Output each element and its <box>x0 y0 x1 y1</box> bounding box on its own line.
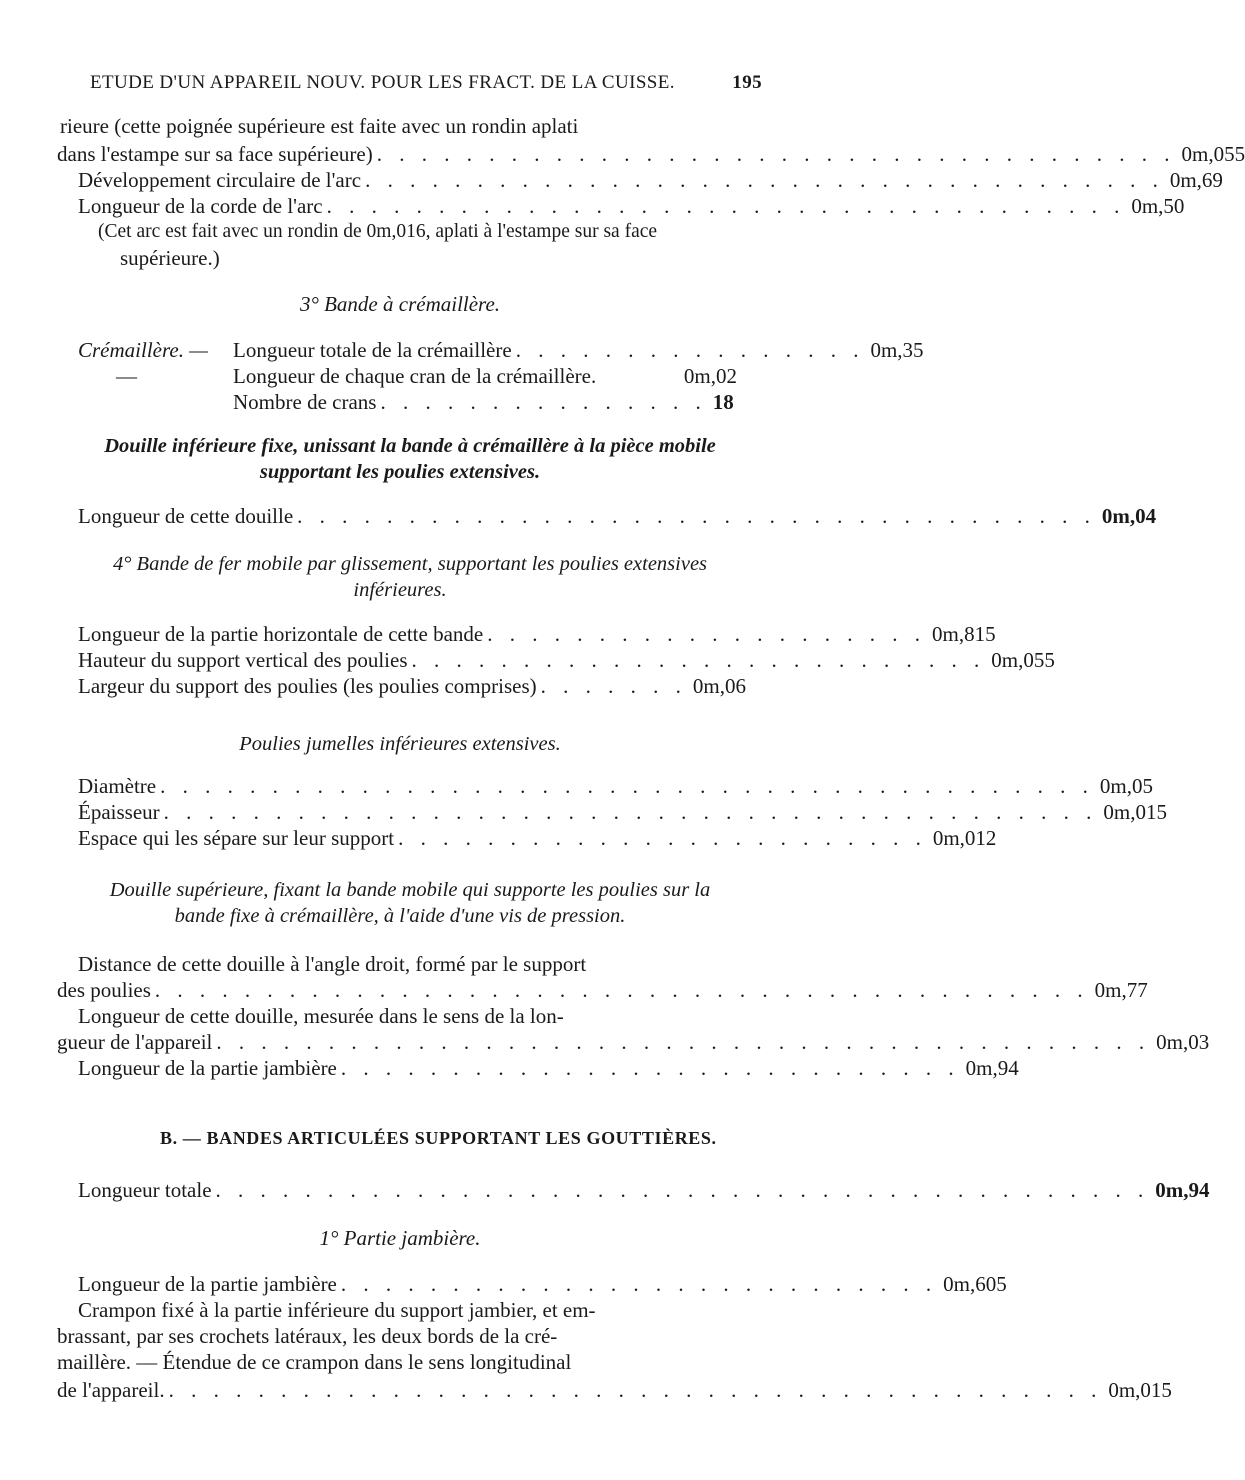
measure-row <box>57 140 1245 168</box>
measure-value: 0m,94 <box>965 1056 1019 1080</box>
dot-leader: . . . . . . . . . . . . . . . . . . . . . . . . <box>398 826 927 850</box>
measure-label: Développement circulaire de l'arc <box>78 168 362 192</box>
measure-row <box>78 646 1055 674</box>
measure-label: Espace qui les sépare sur leur support <box>78 826 395 850</box>
section-heading: supportant les poulies extensives. <box>259 461 541 483</box>
measure-row <box>78 798 1167 826</box>
measure-row <box>57 976 1148 1004</box>
measure-row <box>78 502 1157 530</box>
measure-value: 0m,04 <box>1101 504 1157 528</box>
row-prefix: Crémaillère. — <box>78 338 208 362</box>
dot-leader: . . . . . . . . . . . . . . . <box>380 390 707 414</box>
text-line: Crampon fixé à la partie inférieure du support jambier, et em- <box>78 1298 596 1322</box>
measure-value: 0m,055 <box>991 648 1055 672</box>
text-line: brassant, par ses crochets latéraux, les deux bords de la cré- <box>57 1324 558 1348</box>
text-line: maillère. — Étendue de ce crampon dans le sens longitudinal <box>57 1350 572 1374</box>
measure-value: 0m,05 <box>1099 774 1153 798</box>
dot-leader: . . . . . . . . . . . . . . . . . . . . . . . . . . . . . . . . . . . . <box>365 168 1164 192</box>
measure-label: Longueur de la partie jambière <box>78 1056 337 1080</box>
measure-row <box>78 1176 1210 1204</box>
measure-row <box>57 1028 1210 1056</box>
dot-leader: . . . . . . . . . . . . . . . . . . . . . . . . . . . . . . . . . . . . <box>326 194 1126 218</box>
section-heading: 3° Bande à crémaillère. <box>299 292 501 316</box>
text-line: (Cet arc est fait avec un rondin de 0m,016, aplati à l'estampe sur sa face <box>98 221 658 242</box>
measure-row <box>233 388 734 416</box>
measure-row <box>78 166 1223 194</box>
section-heading: B. — BANDES ARTICULÉES SUPPORTANT LES GOUTTIÈRES. <box>160 1128 717 1148</box>
dot-leader: . . . . . . . . . . . . . . . . . . . . . . . . . . . . . . . . . . . . . . . . . . <box>216 1030 1151 1054</box>
measure-label: Longueur de la corde de l'arc <box>78 194 323 218</box>
measure-label: des poulies <box>57 978 151 1002</box>
measure-label: de l'appareil. <box>57 1378 165 1402</box>
measure-row <box>57 1376 1172 1404</box>
text-line: Distance de cette douille à l'angle droit, formé par le support <box>78 952 587 976</box>
section-heading: Douille supérieure, fixant la bande mobile qui supporte les poulies sur la <box>109 879 711 901</box>
measure-value: 0m,35 <box>870 338 924 362</box>
measure-value: 0m,06 <box>692 674 746 698</box>
dot-leader: . . . . . . . . . . . . . . . . . . . . . . . . . . . . . . . . . . . . . . . . . . <box>163 800 1098 824</box>
dot-leader: . . . . . . . . . . . . . . . . . . . . . . . . . . . . . . . . . . . . <box>297 504 1096 528</box>
text-line: Longueur de cette douille, mesurée dans le sens de la lon- <box>78 1004 564 1028</box>
header-title: ETUDE D'UN APPAREIL NOUV. POUR LES FRACT. DE LA CUISSE. <box>90 72 675 93</box>
measure-value: 0m,012 <box>932 826 997 850</box>
measure-label: gueur de l'appareil <box>57 1030 213 1054</box>
text-line: supérieure.) <box>120 246 220 270</box>
section-heading: Douille inférieure fixe, unissant la bande à crémaillère à la pièce mobile <box>104 435 716 457</box>
measure-label: dans l'estampe sur sa face supérieure) <box>57 142 373 166</box>
measure-label: Hauteur du support vertical des poulies <box>78 648 408 672</box>
measure-label: Longueur de chaque cran de la crémaillère. <box>233 364 597 388</box>
measure-value: 18 <box>712 390 734 414</box>
section-heading: Poulies jumelles inférieures extensives. <box>239 733 561 755</box>
measure-value: 0m,015 <box>1108 1378 1172 1402</box>
dot-leader: . . . . . . . <box>540 674 687 698</box>
measure-row <box>78 362 737 390</box>
measure-row <box>78 620 996 648</box>
section-heading: 1° Partie jambière. <box>319 1226 481 1250</box>
measure-value: 0m,055 <box>1181 142 1245 166</box>
measure-label: Longueur de cette douille <box>78 504 294 528</box>
measure-value: 0m,605 <box>943 1272 1007 1296</box>
measure-value: 0m,02 <box>683 364 737 388</box>
dot-leader: . . . . . . . . . . . . . . . . <box>515 338 865 362</box>
dot-leader: . . . . . . . . . . . . . . . . . . . . . . . . . . <box>411 648 986 672</box>
measure-row <box>78 772 1153 800</box>
dot-leader: . . . . . . . . . . . . . . . . . . . . . . . . . . . . . . . . . . . . . . . . . . <box>215 1178 1150 1202</box>
dot-leader: . . . . . . . . . . . . . . . . . . . . . . . . . . . . . . . . . . . . . . . . . . <box>160 774 1094 798</box>
measure-row <box>78 824 997 852</box>
dot-leader: . . . . . . . . . . . . . . . . . . . . . . . . . . . . . . . . . . . . <box>376 142 1176 166</box>
measure-value: 0m,69 <box>1169 168 1223 192</box>
measure-label: Longueur de la partie horizontale de cette bande <box>78 622 484 646</box>
dot-leader: . . . . . . . . . . . . . . . . . . . . <box>487 622 926 646</box>
measure-label: Nombre de crans <box>233 390 377 414</box>
measure-value: 0m,015 <box>1103 800 1167 824</box>
measure-row <box>78 1054 1019 1082</box>
measure-value: 0m,50 <box>1131 194 1185 218</box>
row-prefix: — <box>116 364 137 388</box>
measure-value: 0m,77 <box>1094 978 1148 1002</box>
measure-row <box>78 1270 1007 1298</box>
section-heading: 4° Bande de fer mobile par glissement, supportant les poulies extensives <box>112 553 708 575</box>
measure-value: 0m,03 <box>1156 1030 1210 1054</box>
measure-label: Longueur de la partie jambière <box>78 1272 337 1296</box>
measure-row <box>78 336 924 364</box>
measure-label: Épaisseur <box>78 800 160 824</box>
measure-value: 0m,94 <box>1155 1178 1210 1202</box>
section-heading: inférieures. <box>353 579 447 601</box>
measure-row <box>78 192 1185 220</box>
measure-label: Largeur du support des poulies (les poulies comprises) <box>78 674 537 698</box>
text-line: rieure (cette poignée supérieure est faite avec un rondin aplati <box>60 114 579 138</box>
measure-label: Longueur totale <box>78 1178 212 1202</box>
dot-leader: . . . . . . . . . . . . . . . . . . . . . . . . . . . <box>340 1272 938 1296</box>
measure-label: Longueur totale de la crémaillère <box>233 338 512 362</box>
measure-value: 0m,815 <box>931 622 996 646</box>
page-number: 195 <box>732 72 762 93</box>
measure-label: Diamètre <box>78 774 157 798</box>
dot-leader: . . . . . . . . . . . . . . . . . . . . . . . . . . . . . . . . . . . . . . . . . . <box>154 978 1089 1002</box>
dot-leader: . . . . . . . . . . . . . . . . . . . . . . . . . . . . <box>340 1056 960 1080</box>
measure-row <box>78 672 746 700</box>
section-heading: bande fixe à crémaillère, à l'aide d'une vis de pression. <box>174 905 626 927</box>
dot-leader: . . . . . . . . . . . . . . . . . . . . . . . . . . . . . . . . . . . . . . . . . . <box>168 1378 1103 1402</box>
